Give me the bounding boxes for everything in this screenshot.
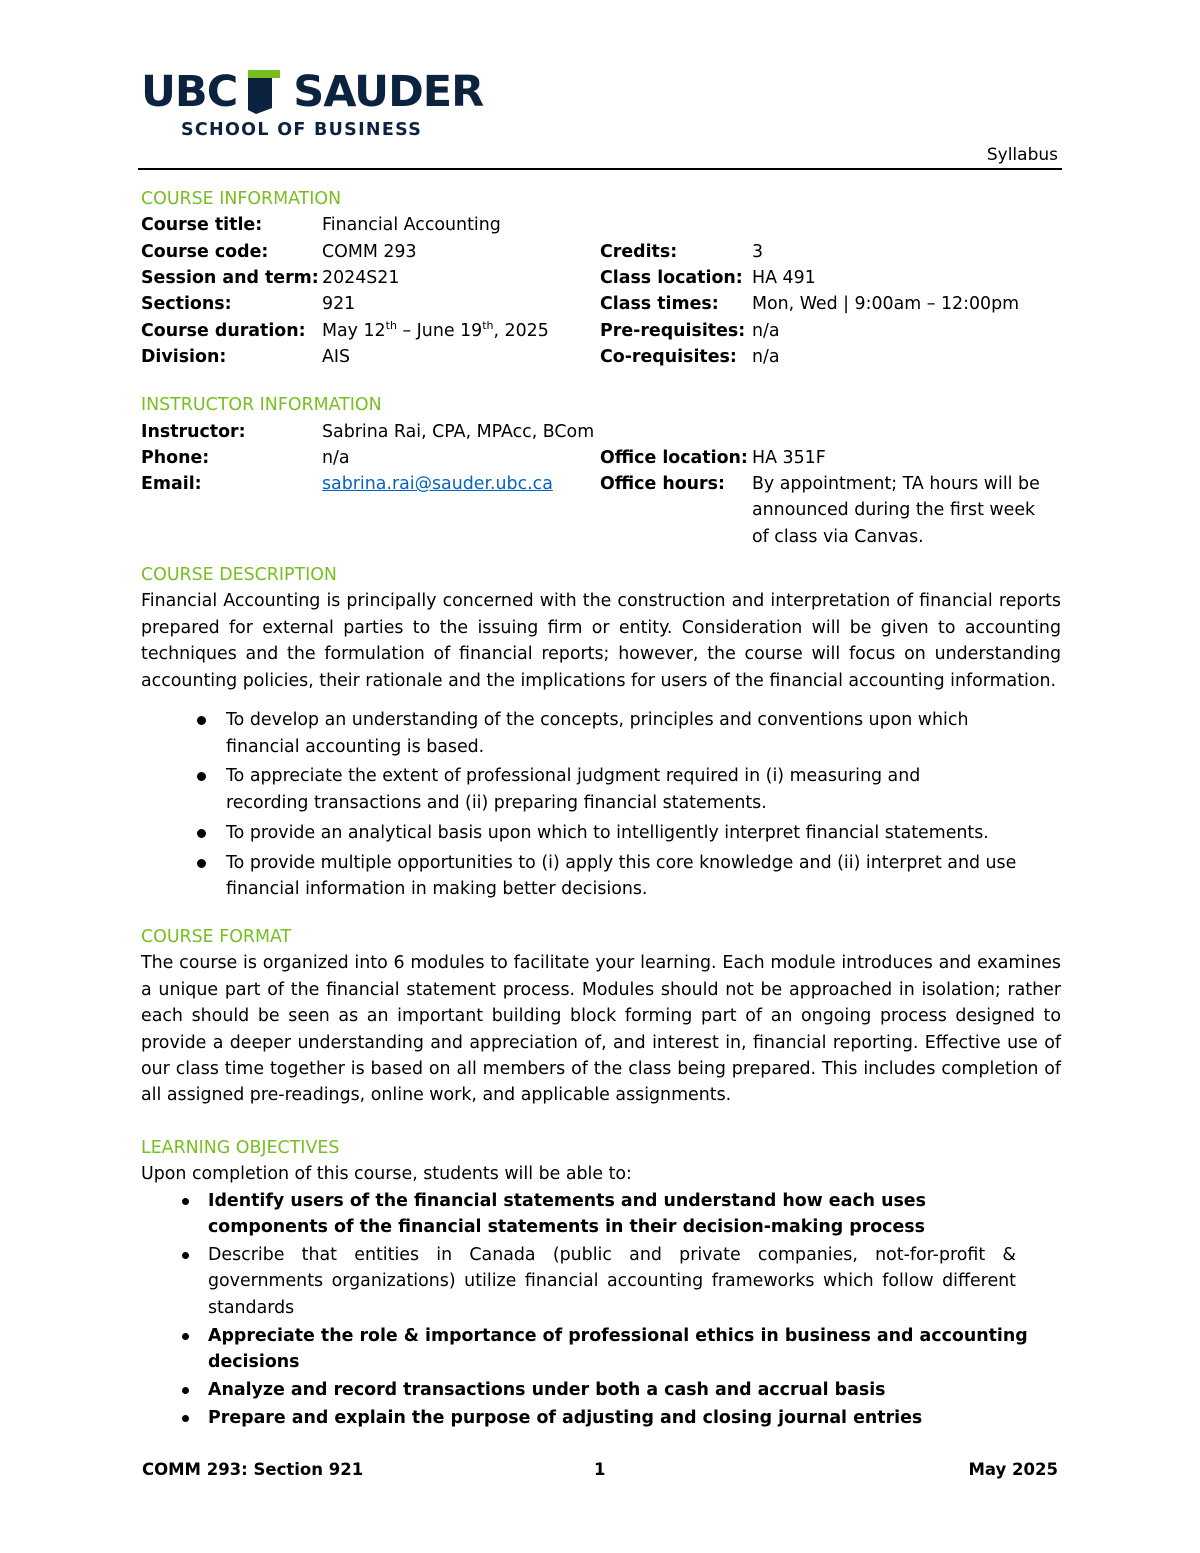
- instructor-info-row: [141, 471, 1061, 550]
- credits-value: 3: [752, 241, 764, 262]
- bullet-icon: [197, 772, 206, 781]
- course-info-row: [141, 291, 1061, 317]
- list-item: Appreciate the role & importance of professional ethics in business and accounting decisions: [141, 1323, 1071, 1376]
- bullet-icon: [197, 829, 206, 838]
- list-item: To provide multiple opportunities to (i) apply this core knowledge and (ii) interpret and use financial information in making better decisions.: [141, 850, 1031, 903]
- office-location-label: Office location:: [600, 447, 748, 468]
- email-value: [322, 471, 600, 497]
- learning-objectives-intro: Upon completion of this course, students will be able to:: [141, 1164, 632, 1185]
- division-label: Division:: [141, 346, 227, 367]
- bullet-icon: [182, 1415, 189, 1422]
- sections-value: 921: [322, 294, 356, 315]
- session-value: 2024S21: [322, 268, 400, 288]
- logo-word-sauder: SAUDER: [293, 67, 484, 117]
- class-location-label: Class location:: [600, 268, 743, 288]
- instructor-info-heading: INSTRUCTOR INFORMATION: [141, 395, 382, 416]
- course-title-label: Course title:: [141, 215, 263, 236]
- course-info-row: [141, 265, 1061, 291]
- instructor-value: Sabrina Rai, CPA, MPAcc, BCom: [322, 421, 595, 442]
- footer-date: May 2025: [968, 1460, 1058, 1479]
- course-description-bullets: [141, 707, 1061, 902]
- class-times-label: Class times:: [600, 294, 719, 315]
- course-info-row: [141, 212, 1061, 238]
- course-code-value: COMM 293: [322, 241, 417, 262]
- ubc-sauder-gate-mark-icon: [242, 68, 286, 116]
- course-info-row: [141, 318, 1061, 344]
- logo-word-ubc: UBC: [141, 67, 238, 117]
- corequisites-label: Co-requisites:: [600, 346, 737, 367]
- list-item: Describe that entities in Canada (public and private companies, not-for-profit & governments organizations) utilize financial accounting frameworks which follow different standards: [141, 1242, 1016, 1321]
- course-format-heading: COURSE FORMAT: [141, 926, 292, 947]
- corequisites-value: n/a: [752, 346, 780, 367]
- email-label: Email:: [141, 474, 202, 495]
- list-item: Identify users of the financial statements and understand how each uses components of the financial statements in their decision-making process: [141, 1188, 1021, 1241]
- course-info-heading: COURSE INFORMATION: [141, 189, 342, 209]
- instructor-info-row: [141, 445, 1061, 471]
- footer-course-section: COMM 293: Section 921: [142, 1460, 364, 1479]
- list-item: Analyze and record transactions under both a cash and accrual basis: [141, 1377, 1041, 1403]
- course-code-label: Course code:: [141, 241, 269, 262]
- bullet-icon: [182, 1387, 189, 1394]
- ubc-sauder-logo: [141, 67, 484, 144]
- course-description-text: Financial Accounting is principally concerned with the construction and interpretation of financial reports prepared for external parties to the issuing firm or entity. Consideration will be given to accounting techniques and the formulation of financial reports; however, the course will focus on understanding accounting policies, their rationale and the implications for users of the financial accounting information.: [141, 591, 1061, 691]
- email-link[interactable]: sabrina.rai@sauder.ubc.ca: [322, 474, 553, 495]
- bullet-icon: [197, 859, 206, 868]
- session-label: Session and term:: [141, 268, 319, 288]
- course-description-heading: COURSE DESCRIPTION: [141, 565, 337, 586]
- header-divider: [138, 168, 1062, 170]
- phone-label: Phone:: [141, 447, 210, 468]
- class-times-value: Mon, Wed | 9:00am – 12:00pm: [752, 294, 1020, 315]
- bullet-icon: [182, 1333, 189, 1340]
- learning-objectives-bullets: [141, 1188, 1061, 1432]
- syllabus-content: [141, 186, 1061, 1433]
- course-info-row: [141, 344, 1061, 370]
- office-hours-label: Office hours:: [600, 474, 725, 495]
- course-title-value: Financial Accounting: [322, 215, 501, 236]
- learning-objectives-heading: LEARNING OBJECTIVES: [141, 1137, 340, 1158]
- footer-page-number: 1: [594, 1460, 606, 1479]
- bullet-icon: [182, 1252, 189, 1259]
- credits-label: Credits:: [600, 241, 678, 262]
- class-location-value: HA 491: [752, 268, 816, 288]
- division-value: AIS: [322, 346, 351, 367]
- header-syllabus-label: Syllabus: [986, 145, 1058, 165]
- instructor-label: Instructor:: [141, 421, 246, 442]
- list-item: To develop an understanding of the concepts, principles and conventions upon which financial accounting is based.: [141, 707, 1001, 760]
- instructor-info-row: [141, 419, 1061, 445]
- course-format-text: The course is organized into 6 modules to facilitate your learning. Each module introduces and examines a unique part of the financial statement process. Modules should not be approached in isolation; rather each should be seen as an important building block forming part of an ongoing process designed to provide a deeper understanding and appreciation of, and interest in, financial reporting. Effective use of our class time together is based on all members of the class being prepared. This includes completion of all assigned pre-readings, online work, and applicable assignments.: [141, 953, 1061, 1106]
- course-info-table: [141, 212, 1061, 370]
- bullet-icon: [197, 716, 206, 725]
- prerequisites-label: Pre-requisites:: [600, 320, 746, 341]
- sections-label: Sections:: [141, 294, 232, 315]
- course-duration-value: May 12th – June 19th, 2025: [322, 318, 549, 341]
- course-duration-label: Course duration:: [141, 320, 306, 341]
- office-hours-value: By appointment; TA hours will be announced during the first week of class via Canvas.: [752, 474, 1040, 547]
- list-item: To appreciate the extent of professional judgment required in (i) measuring and recording transactions and (ii) preparing financial statements.: [141, 763, 1001, 816]
- list-item: To provide an analytical basis upon which to intelligently interpret financial statements.: [141, 820, 1021, 846]
- phone-value: n/a: [322, 447, 350, 468]
- office-location-value: HA 351F: [752, 447, 826, 468]
- bullet-icon: [182, 1198, 189, 1205]
- instructor-info-table: [141, 419, 1061, 550]
- logo-subtitle: SCHOOL OF BUSINESS: [181, 120, 423, 140]
- prerequisites-value: n/a: [752, 320, 780, 341]
- list-item: Prepare and explain the purpose of adjusting and closing journal entries: [141, 1405, 1041, 1431]
- course-info-row: [141, 239, 1061, 265]
